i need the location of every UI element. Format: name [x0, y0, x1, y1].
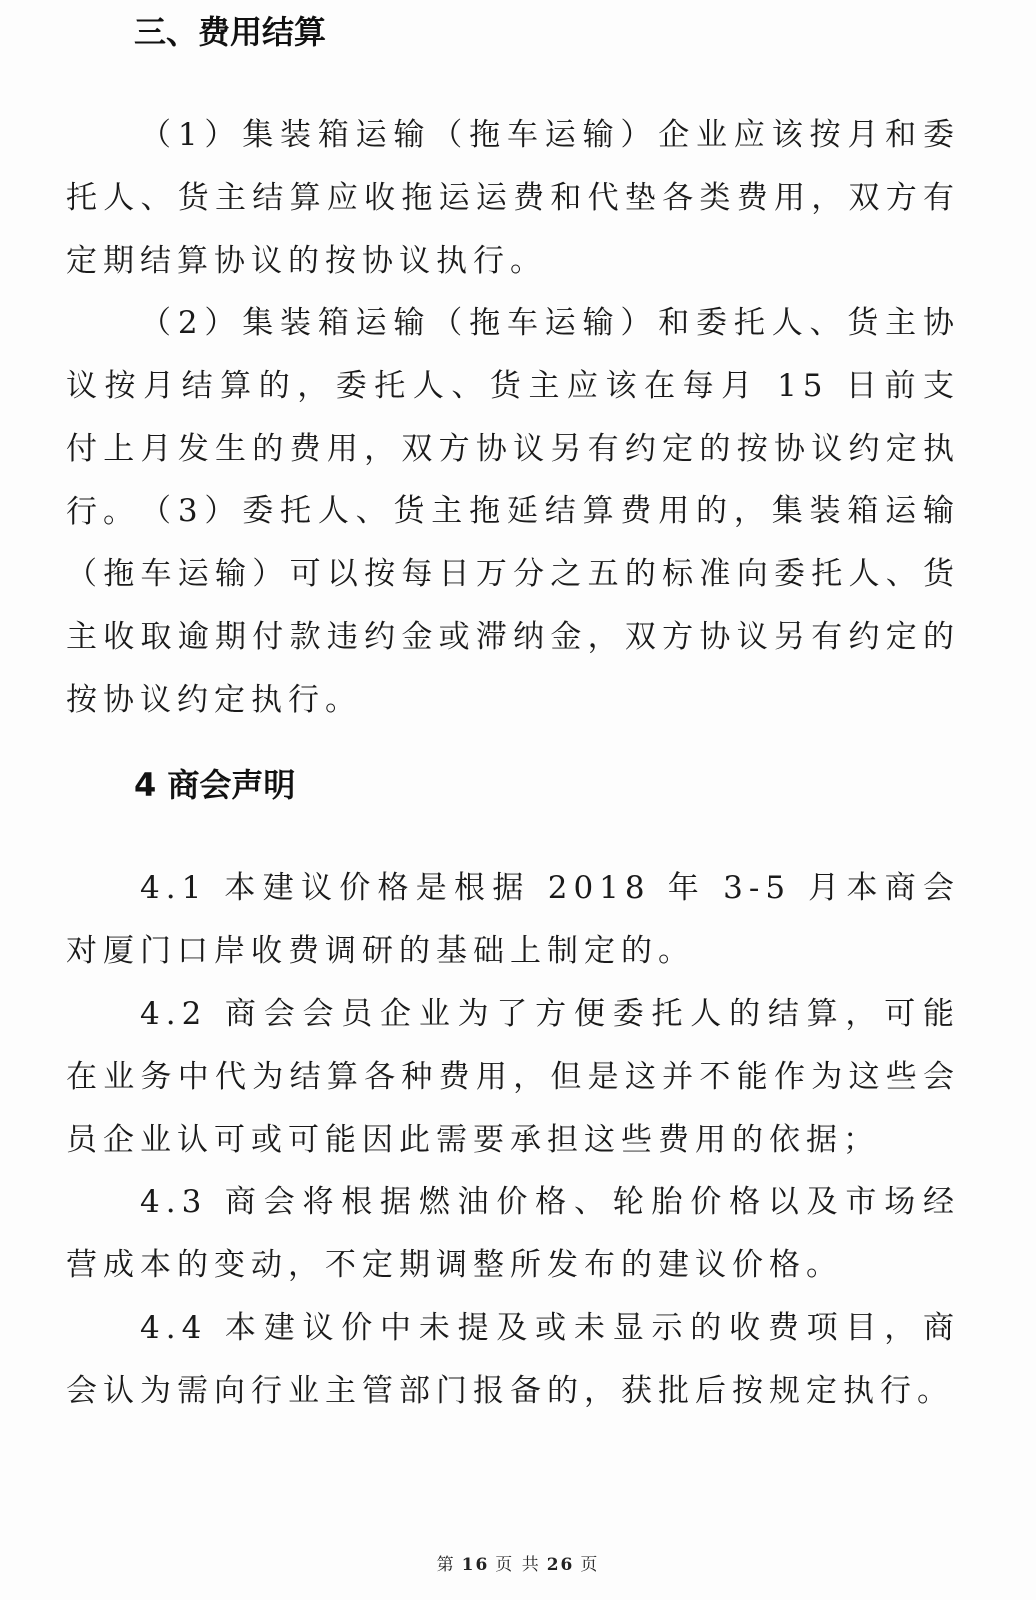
paragraph-4-4: 4.4 本建议价中未提及或未显示的收费项目，商会认为需向行业主管部门报备的，获批后按规定执行。 [66, 1310, 960, 1409]
page-footer [0, 1553, 1036, 1577]
paragraph-4-2: 4.2 商会会员企业为了方便委托人的结算，可能在业务中代为结算各种费用，但是这并不能作为这些会员企业认可或可能因此需要承担这些费用的依据； [66, 996, 960, 1158]
section-heading-chamber-statement: 4 商会声明 [134, 766, 296, 804]
current-page-number: 16 [461, 1555, 490, 1575]
footer-suffix: 页 [580, 1555, 600, 1575]
paragraph-3-2: （2）集装箱运输（拖车运输）和委托人、货主协议按月结算的，委托人、货主应该在每月 15 日前支付上月发生的费用，双方协议另有约定的按协议约定执行。 [66, 305, 960, 530]
paragraph-3-3: （3）委托人、货主拖延结算费用的，集装箱运输（拖车运输）可以按每日万分之五的标准向委托人、货主收取逾期付款违约金或滞纳金，双方协议另有约定的按协议约定执行。 [66, 493, 960, 718]
paragraph-4-1: 4.1 本建议价格是根据 2018 年 3-5 月本商会对厦门口岸收费调研的基础上制定的。 [66, 870, 960, 969]
footer-prefix: 第 [436, 1555, 456, 1575]
section-heading-fee-settlement: 三、费用结算 [134, 13, 327, 51]
footer-middle: 页 共 [495, 1555, 541, 1575]
total-page-count: 26 [546, 1555, 575, 1575]
paragraph-4-3: 4.3 商会将根据燃油价格、轮胎价格以及市场经营成本的变动，不定期调整所发布的建议价格。 [66, 1184, 960, 1283]
paragraph-3-1: （1）集装箱运输（拖车运输）企业应该按月和委托人、货主结算应收拖运运费和代垫各类费用，双方有定期结算协议的按协议执行。 [66, 117, 960, 279]
